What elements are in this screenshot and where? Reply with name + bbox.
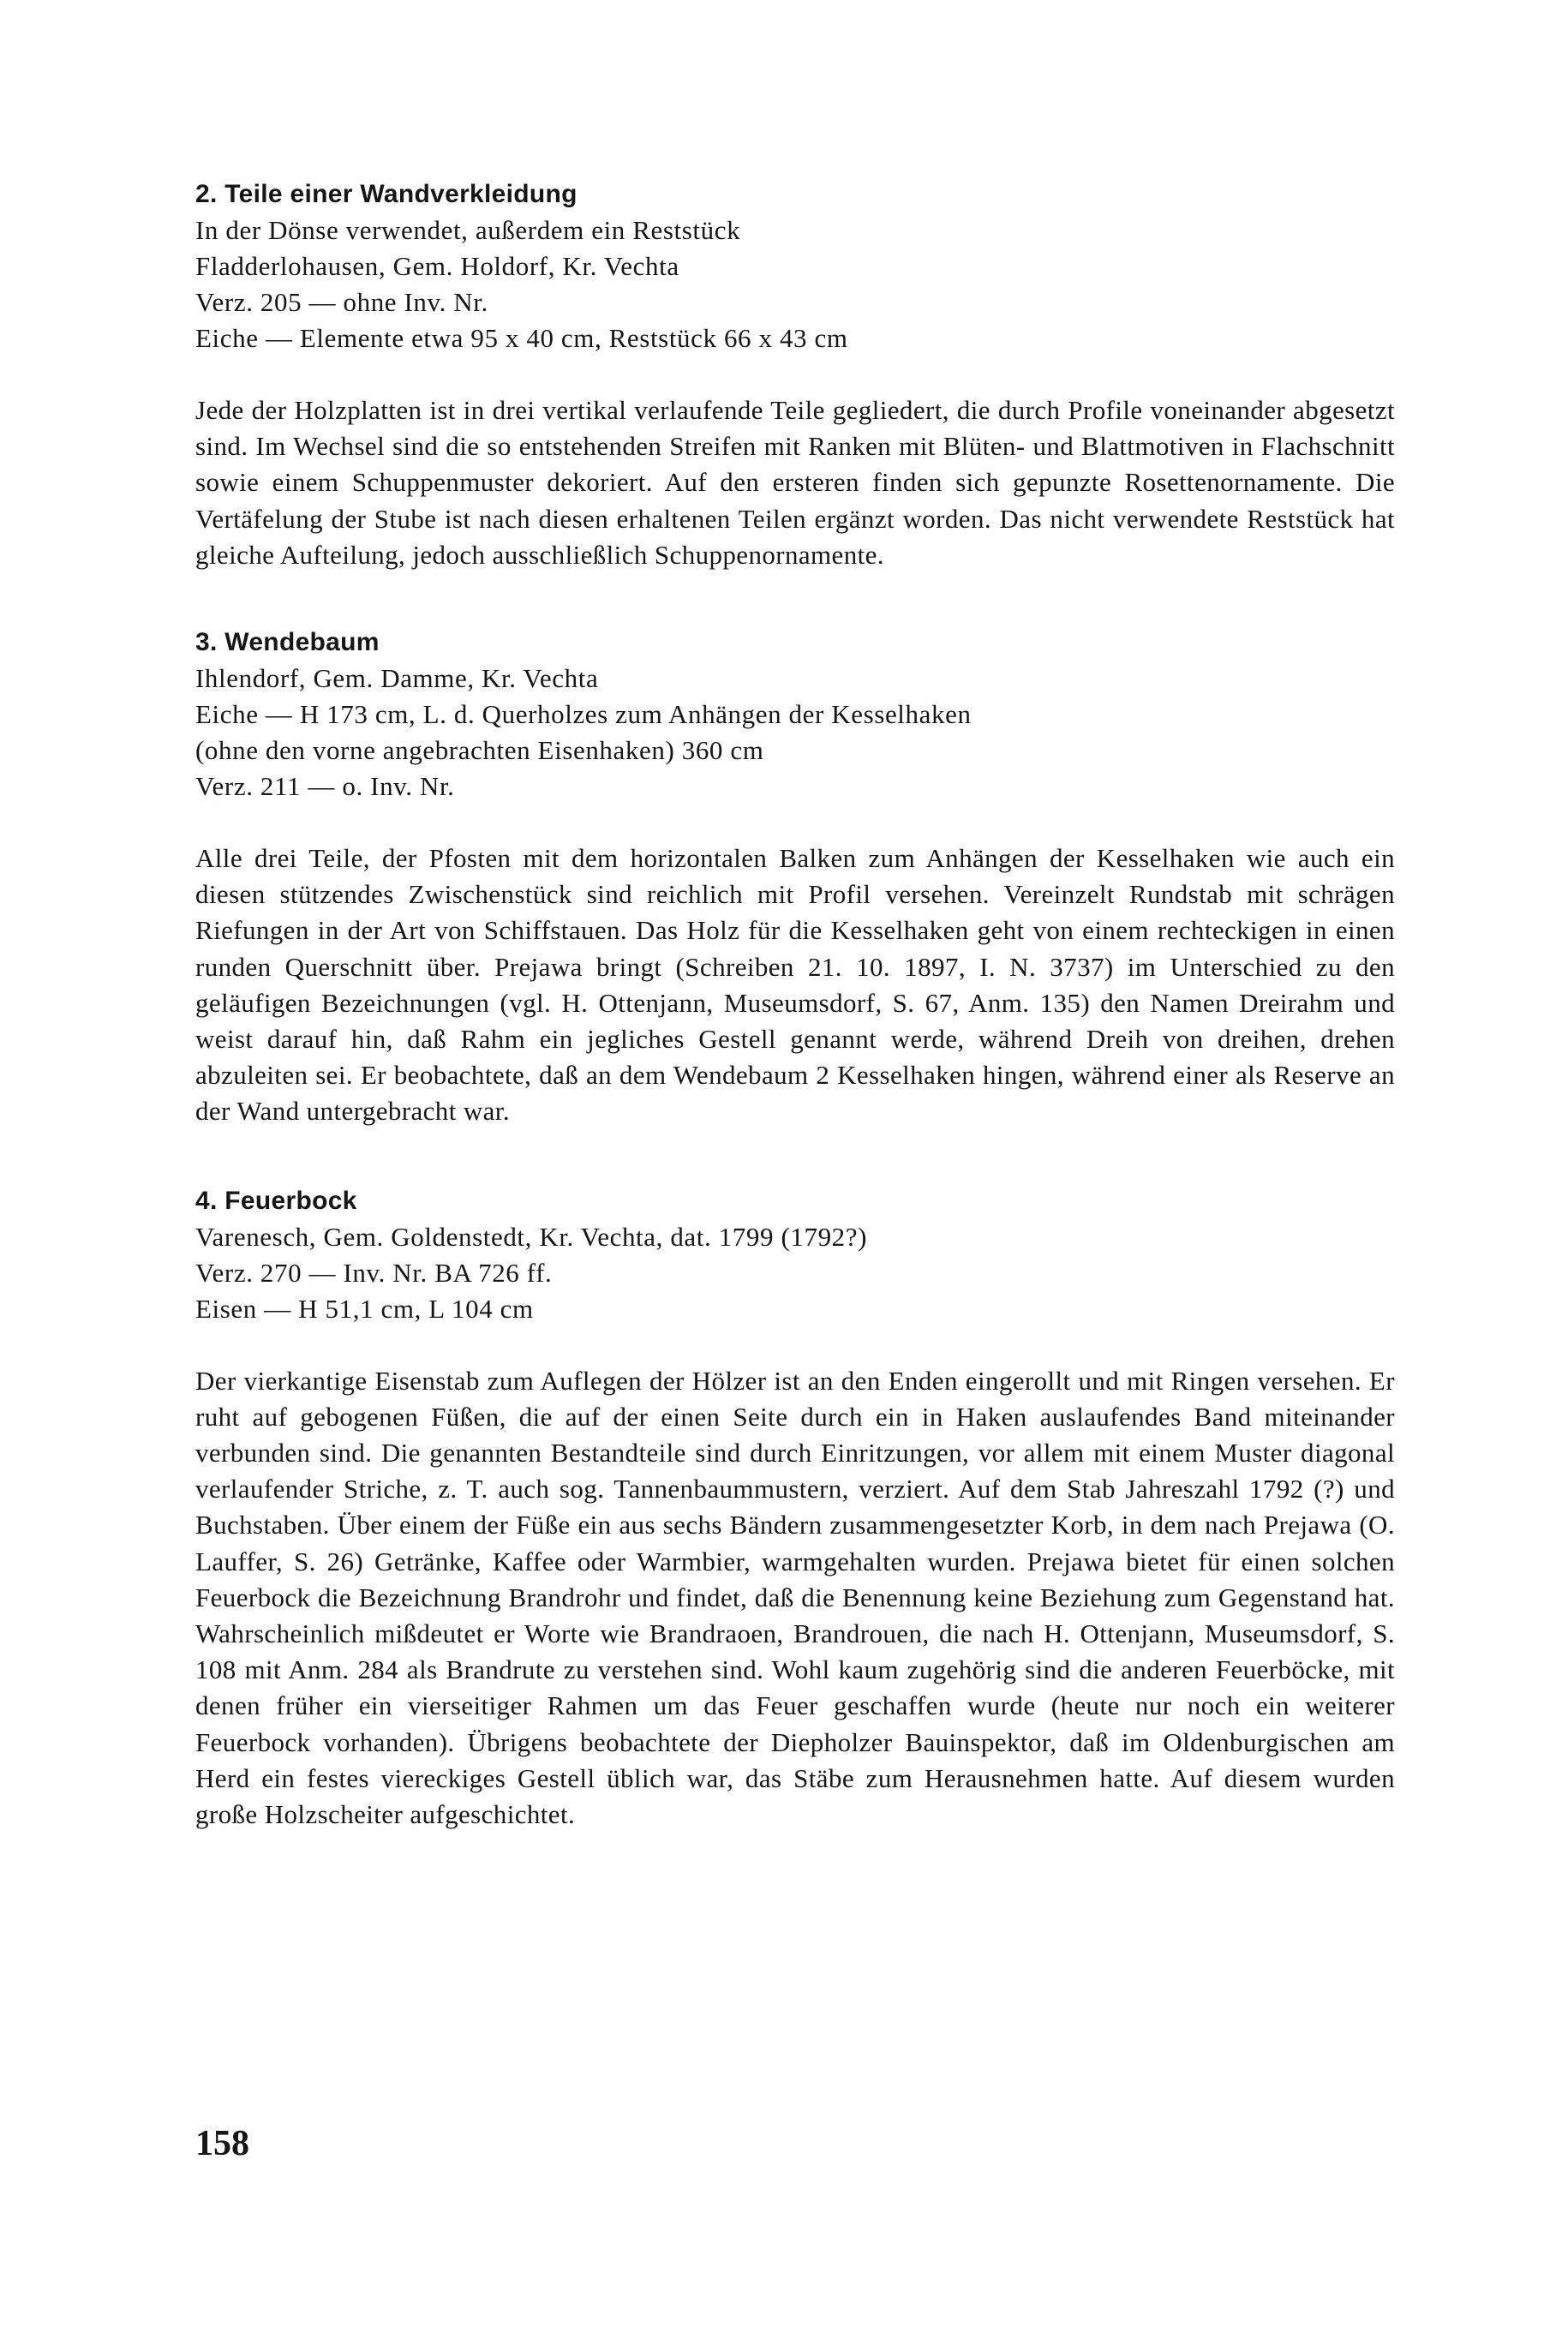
section-body: Alle drei Teile, der Pfosten mit dem horizontalen Balken zum Anhängen der Kesselhaken wie auch ein diesen stützendes Zwischenstück sind reichlich mit Profil versehen. Vereinzelt Rundstab mit schrägen Riefungen in der Art von Schiffstauen. Das Holz für die Kesselhaken geht von einem rechteckigen in einen runden Querschnitt über. Prejawa bringt (Schreiben 21. 10. 1897, I. N. 3737) im Unterschied zu den geläufigen Bezeichnungen (vgl. H. Ottenjann, Museumsdorf, S. 67, Anm. 135) den Namen Dreirahm und weist darauf hin, daß Rahm ein jegliches Gestell genannt werde, während Dreih von dreihen, drehen abzuleiten sei. Er beobachtete, daß an dem Wendebaum 2 Kesselhaken hingen, während einer als Reserve an der Wand untergebracht war. [195,843,1395,1127]
metadata-line: Eiche — Elemente etwa 95 x 40 cm, Reststück 66 x 43 cm [195,323,848,353]
section-heading: 3. Wendebaum [195,628,380,657]
metadata-line: Eisen — H 51,1 cm, L 104 cm [195,1293,534,1324]
catalog-metadata [195,661,1395,805]
catalog-metadata [195,1219,1395,1327]
metadata-line: Verz. 211 — o. Inv. Nr. [195,771,455,802]
metadata-line: Eiche — H 173 cm, L. d. Querholzes zum Anhängen der Kesselhaken [195,699,972,730]
metadata-line: Verz. 270 — Inv. Nr. BA 726 ff. [195,1257,553,1288]
section-feuerbock [195,1183,1395,1833]
section-body: Der vierkantige Eisenstab zum Auflegen der Hölzer ist an den Enden eingerollt und mit Ringen versehen. Er ruht auf gebogenen Füßen, die auf der einen Seite durch ein in Haken auslaufendes Band miteinander verbunden sind. Die genannten Bestandteile sind durch Einritzungen, vor allem mit einem Muster diagonal verlaufender Striche, z. T. auch sog. Tannenbaummustern, verziert. Auf dem Stab Jahreszahl 1792 (?) und Buchstaben. Über einem der Füße ein aus sechs Bändern zusammengesetzter Korb, in dem nach Prejawa (O. Lauffer, S. 26) Getränke, Kaffee oder Warmbier, warmgehalten wurden. Prejawa bietet für einen solchen Feuerbock die Bezeichnung Brandrohr und findet, daß die Benennung keine Beziehung zum Gegenstand hat. Wahrscheinlich mißdeutet er Worte wie Brandraoen, Brandrouen, die nach H. Ottenjann, Museumsdorf, S. 108 mit Anm. 284 als Brandrute zu verstehen sind. Wohl kaum zugehörig sind die anderen Feuerböcke, mit denen früher ein vierseitiger Rahmen um das Feuer geschaffen wurde (heute nur noch ein weiterer Feuerbock vorhanden). Übrigens beobachtete der Diepholzer Bauinspektor, daß im Oldenburgischen am Herd ein festes viereckiges Gestell üblich war, das Stäbe zum Herausnehmen hatte. Auf diesem wurden große Holzscheiter aufgeschichtet. [195,1365,1395,1830]
section-wandverkleidung [195,176,1395,573]
catalog-metadata [195,212,1395,356]
metadata-line: Verz. 205 — ohne Inv. Nr. [195,287,488,317]
metadata-line: (ohne den vorne angebrachten Eisenhaken) 360 cm [195,735,764,766]
metadata-line: Ihlendorf, Gem. Damme, Kr. Vechta [195,663,599,694]
metadata-line: In der Dönse verwendet, außerdem ein Reststück [195,215,741,245]
metadata-line: Varenesch, Gem. Goldenstedt, Kr. Vechta, dat. 1799 (1792?) [195,1221,868,1252]
section-body: Jede der Holzplatten ist in drei vertikal verlaufende Teile gegliedert, die durch Profile voneinander abgesetzt sind. Im Wechsel sind die so entstehenden Streifen mit Ranken mit Blüten- und Blattmotiven in Flachschnitt sowie einem Schuppenmuster dekoriert. Auf den ersteren finden sich gepunzte Rosettenornamente. Die Vertäfelung der Stube ist nach diesen erhaltenen Teilen ergänzt worden. Das nicht verwendete Reststück hat gleiche Aufteilung, jedoch ausschließlich Schuppenornamente. [195,395,1395,570]
section-wendebaum [195,625,1395,1130]
metadata-line: Fladderlohausen, Gem. Holdorf, Kr. Vechta [195,251,679,281]
page-content [195,176,1395,1833]
page-number: 158 [195,2124,249,2163]
section-heading: 4. Feuerbock [195,1186,357,1215]
section-heading: 2. Teile einer Wandverkleidung [195,180,578,208]
